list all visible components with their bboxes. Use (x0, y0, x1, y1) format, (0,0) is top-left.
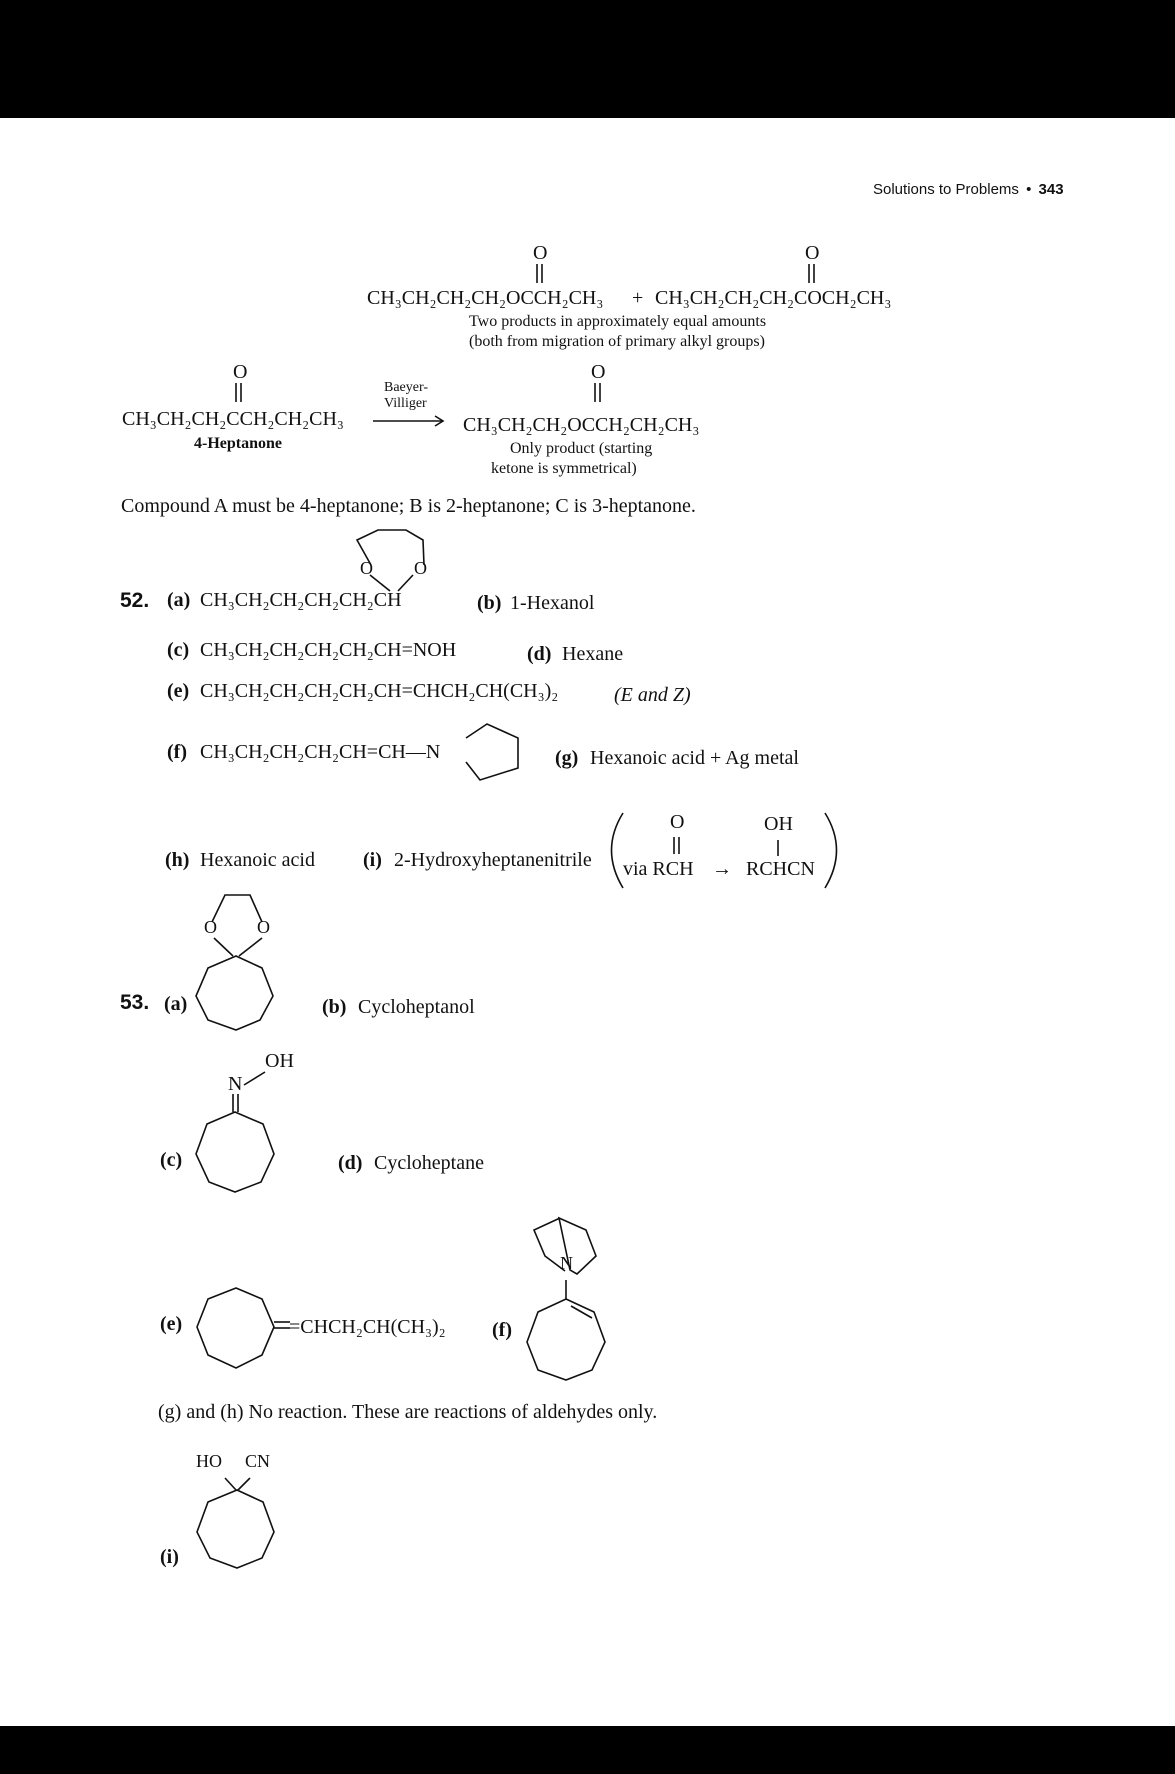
oxime-n: N (228, 1073, 243, 1095)
answer-52h: Hexanoic acid (200, 849, 315, 871)
problem-52-number: 52. (120, 589, 150, 612)
label-a: (a) (167, 589, 191, 611)
answer-52d: Hexane (562, 643, 624, 665)
bv-product-note: Only product (starting (510, 440, 653, 457)
ring-o: O (257, 917, 270, 937)
carbonyl-o: O (591, 361, 606, 383)
cyanohydrin: RCHCN (746, 858, 815, 880)
label-d: (d) (527, 643, 552, 665)
ring-o: O (204, 917, 217, 937)
enamine-n: N (560, 1253, 573, 1273)
carbonyl-o: O (805, 242, 820, 264)
conclusion: Compound A must be 4-heptanone; B is 2-heptanone; C is 3-heptanone. (121, 495, 696, 517)
ring-o: O (360, 558, 373, 578)
bullet: • (1026, 181, 1032, 198)
carbonyl-o: O (670, 811, 685, 833)
answer-53e: =CHCH₂CH(CH₃)₂ (289, 1316, 446, 1338)
label-b: (b) (322, 996, 347, 1018)
answer-53b: Cycloheptanol (358, 996, 475, 1018)
label-i: (i) (160, 1546, 179, 1568)
products-note: (both from migration of primary alkyl groups) (469, 333, 765, 350)
oxime-oh: OH (265, 1050, 294, 1072)
label-f: (f) (167, 741, 187, 763)
carbonyl-o: O (533, 242, 548, 264)
label-c: (c) (167, 639, 190, 661)
label-e: (e) (167, 680, 190, 702)
via-aldehyde: via RCH (623, 858, 694, 880)
reaction-arrow: → (712, 858, 732, 880)
label-b: (b) (477, 592, 502, 614)
label-f: (f) (492, 1319, 512, 1341)
answer-52c: CH₃CH₂CH₂CH₂CH₂CH=NOH (200, 639, 457, 661)
bv-product-note: ketone is symmetrical) (491, 460, 637, 477)
carbonyl-o: O (233, 361, 248, 383)
label-h: (h) (165, 849, 190, 871)
label-e: (e) (160, 1313, 183, 1335)
answer-52f: CH₃CH₂CH₂CH₂CH=CH—N (200, 741, 441, 763)
ester-product-1: CH₃CH₂CH₂CH₂OCCH₂CH₃ (367, 287, 604, 309)
answer-52b: 1-Hexanol (510, 592, 595, 614)
answer-52e: CH₃CH₂CH₂CH₂CH₂CH=CHCH₂CH(CH₃)₂ (200, 680, 559, 702)
label-g: (g) (555, 747, 579, 769)
label-i: (i) (363, 849, 382, 871)
answer-52g: Hexanoic acid + Ag metal (590, 747, 799, 769)
cyanohydrin-cn: CN (245, 1451, 271, 1471)
label-d: (d) (338, 1152, 363, 1174)
problem-53-number: 53. (120, 991, 150, 1014)
answer-53gh: (g) and (h) No reaction. These are reactions of aldehydes only. (158, 1401, 658, 1423)
answer-52e-isomers: (E and Z) (614, 684, 691, 706)
label-a: (a) (164, 993, 188, 1015)
hydroxyl-oh: OH (764, 813, 793, 835)
reagent-label: Baeyer- Villiger (384, 380, 429, 411)
ester-product-2: CH₃CH₂CH₂CH₂COCH₂CH₃ (655, 287, 892, 309)
page-number: 343 (1038, 181, 1064, 198)
answer-53d: Cycloheptane (374, 1152, 484, 1174)
cyanohydrin-ho: HO (196, 1451, 222, 1471)
running-title: Solutions to Problems (873, 181, 1019, 198)
products-note: Two products in approximately equal amounts (469, 313, 767, 330)
answer-52i: 2-Hydroxyheptanenitrile (394, 849, 592, 871)
label-c: (c) (160, 1149, 183, 1171)
bv-product: CH₃CH₂CH₂OCCH₂CH₂CH₃ (463, 414, 700, 436)
answer-52a: CH₃CH₂CH₂CH₂CH₂CH (200, 589, 402, 611)
ring-o: O (414, 558, 427, 578)
reactant-4-heptanone: CH₃CH₂CH₂CCH₂CH₂CH₃ (122, 408, 344, 430)
plus-sign: + (632, 287, 644, 309)
reactant-name: 4-Heptanone (194, 435, 282, 452)
